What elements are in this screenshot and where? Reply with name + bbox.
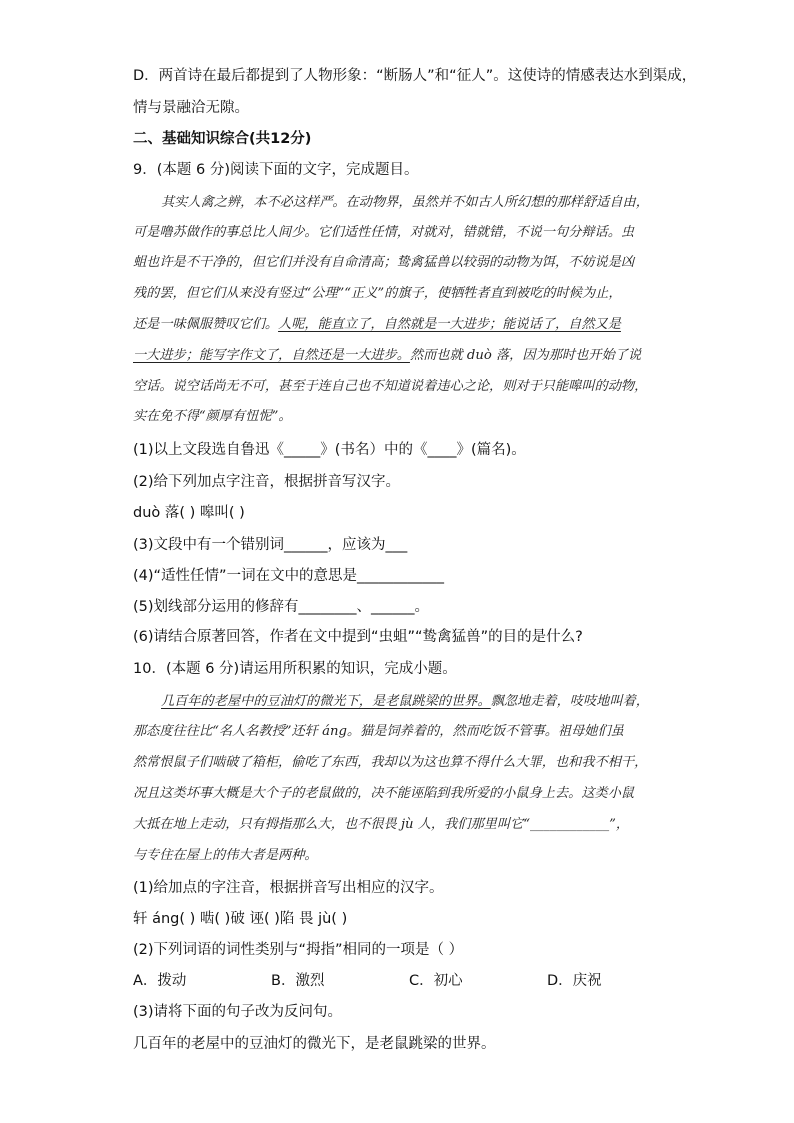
q10-passage-line: 大抵在地上走动，只有拇指那么大，也不很畏 jù 人，我们那里叫它“____________”， (133, 817, 630, 832)
q10-passage-text: 飘忽地走着，吱吱地叫着， (490, 694, 649, 709)
q8-option-d-line1: D．两首诗在最后都提到了人物形象：“断肠人”和“征人”。这使诗的情感表达水到渠成， (133, 68, 697, 84)
q9-sub4: (4)“适性任情”一词在文中的意思是____________ (133, 568, 445, 584)
option-c[interactable]: C．初心 (409, 973, 463, 989)
q9-underlined-sentence: 一大进步；能写字作文了，自然还是一大进步。 (133, 348, 410, 363)
q9-passage-line: 残的罢，但它们从来没有竖过“公理”“正义”的旗子，使牺牲者直到被吃的时候为止， (133, 286, 622, 301)
q9-sub1: (1)以上文段选自鲁迅《_____》(书名）中的《____》(篇名)。 (133, 442, 526, 458)
q8-option-d-line2: 情与景融洽无隙。 (133, 100, 249, 116)
q9-passage-line: 蛆也许是不干净的，但它们并没有自命清高；鸷禽猛兽以较弱的动物为饵，不妨说是凶 (133, 255, 635, 270)
q9-passage-line: 其实人禽之辨，本不必这样严。在动物界，虽然并不如古人所幻想的那样舒适自由， (161, 195, 649, 210)
q9-sub2-items: duò 落( ) 嗥叫( ) (133, 505, 245, 521)
q10-sub2: (2)下列词语的词性类别与“拇指”相同的一项是（ ） (133, 942, 464, 958)
q10-passage-line: 况且这类坏事大概是大个子的老鼠做的，决不能诬陷到我所爱的小鼠身上去。这类小鼠 (133, 786, 635, 801)
q10-passage-line (133, 692, 691, 712)
q10-sub1-items: 轩 áng( ) 啮( )破 诬( )陷 畏 jù( ) (133, 911, 348, 927)
option-a[interactable]: A．拨动 (133, 973, 187, 989)
q9-underlined-sentence: 人呢，能直立了，自然就是一大进步；能说话了，自然又是 (278, 317, 621, 332)
q9-passage-line: 实在免不得“颜厚有忸怩”。 (133, 409, 292, 424)
section2-heading: 二、基础知识综合(共12分) (133, 131, 312, 147)
q10-underlined-sentence: 几百年的老屋中的豆油灯的微光下，是老鼠跳梁的世界。 (161, 694, 491, 709)
q9-passage-line: 可是噜苏做作的事总比人间少。它们适性任情，对就对，错就错，不说一句分辩话。虫 (133, 225, 635, 240)
q9-sub3: (3)文段中有一个错别词______，应该为___ (133, 537, 408, 553)
q9-passage-line (133, 315, 663, 335)
q10-options (133, 971, 602, 991)
q9-sub2: (2)给下列加点字注音，根据拼音写汉字。 (133, 474, 401, 490)
q10-passage-line: 那态度往往比“名人名教授”还轩 áng。猫是饲养着的，然而吃饭不管事。祖母她们虽 (133, 724, 624, 739)
q9-sub6: (6)请结合原著回答，作者在文中提到“虫蛆”“鸷禽猛兽”的目的是什么? (133, 629, 583, 645)
q9-passage-line: 空话。说空话尚无不可，甚至于连自己也不知道说着违心之论，则对于只能嗥叫的动物， (133, 379, 648, 394)
q9-passage-text: 然而也就 duò 落，因为那时也开始了说 (409, 348, 642, 363)
q9-title: 9．(本题 6 分)阅读下面的文字，完成题目。 (133, 162, 419, 178)
q9-passage-line (133, 346, 663, 366)
q10-sentence: 几百年的老屋中的豆油灯的微光下，是老鼠跳梁的世界。 (133, 1036, 496, 1052)
q9-sub5: (5)划线部分运用的修辞有________、______。 (133, 599, 430, 615)
q10-sub3: (3)请将下面的句子改为反问句。 (133, 1004, 343, 1020)
q10-passage-line: 与专住在屋上的伟大者是两种。 (133, 848, 318, 863)
q10-passage-line: 然常恨鼠子们啮破了箱柜，偷吃了东西，我却以为这也算不得什么大罪，也和我不相干， (133, 755, 648, 770)
option-b[interactable]: B．激烈 (271, 973, 325, 989)
q10-title: 10．(本题 6 分)请运用所积累的知识，完成小题。 (133, 661, 457, 677)
option-d[interactable]: D．庆祝 (547, 973, 602, 989)
q10-sub1: (1)给加点的字注音，根据拼音写出相应的汉字。 (133, 880, 444, 896)
q9-passage-text: 还是一味佩服赞叹它们。 (133, 317, 279, 332)
